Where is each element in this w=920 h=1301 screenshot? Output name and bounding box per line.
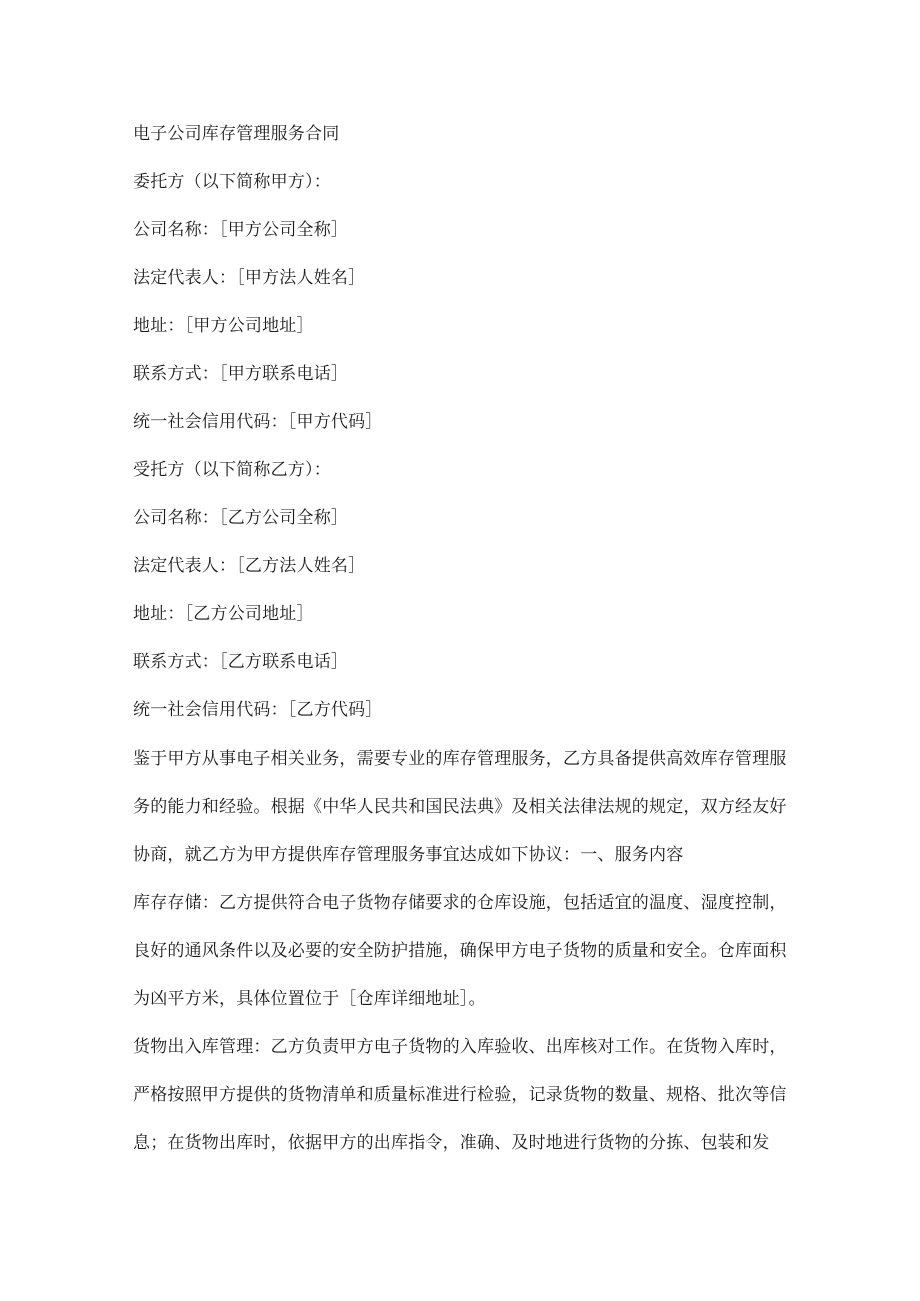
- party-b-heading: 受托方（以下简称乙方）：: [133, 460, 331, 480]
- party-a-heading: 委托方（以下简称甲方）：: [133, 172, 331, 192]
- party-a-legal-rep: 法定代表人：［甲方法人姓名］: [133, 268, 366, 288]
- storage-line: 良好的通风条件以及必要的安全防护措施，确保甲方电子货物的质量和安全。仓库面积: [133, 941, 787, 961]
- party-b-legal-rep: 法定代表人：［乙方法人姓名］: [133, 556, 366, 576]
- party-a-credit-code: 统一社会信用代码：［甲方代码］: [133, 412, 383, 432]
- party-b-contact: 联系方式：［乙方联系电话］: [133, 652, 349, 672]
- party-a-address: 地址：［甲方公司地址］: [133, 316, 314, 336]
- storage-line: 为凶平方米，具体位置位于［仓库详细地址］。: [133, 989, 486, 1009]
- party-b-credit-code: 统一社会信用代码：［乙方代码］: [133, 700, 383, 720]
- preamble-line: 鉴于甲方从事电子相关业务，需要专业的库存管理服务，乙方具备提供高效库存管理服: [133, 749, 787, 769]
- party-b-company-name: 公司名称：［乙方公司全称］: [133, 508, 349, 528]
- party-b-address: 地址：［乙方公司地址］: [133, 604, 314, 624]
- inout-line: 严格按照甲方提供的货物清单和质量标准进行检验，记录货物的数量、规格、批次等信: [133, 1085, 787, 1105]
- inout-line: 货物出入库管理：乙方负责甲方电子货物的入库验收、出库核对工作。在货物入库时，: [133, 1037, 787, 1057]
- storage-line: 库存存储：乙方提供符合电子货物存储要求的仓库设施，包括适宜的温度、湿度控制，: [133, 893, 787, 913]
- party-a-contact: 联系方式：［甲方联系电话］: [133, 364, 349, 384]
- preamble-line: 协商，就乙方为甲方提供库存管理服务事宜达成如下协议：一、服务内容: [133, 845, 684, 865]
- inout-line: 息；在货物出库时，依据甲方的出库指令，准确、及时地进行货物的分拣、包装和发: [133, 1133, 770, 1153]
- party-a-company-name: 公司名称：［甲方公司全称］: [133, 220, 349, 240]
- preamble-line: 务的能力和经验。根据《中华人民共和国民法典》及相关法律法规的规定，双方经友好: [133, 797, 787, 817]
- document-title: 电子公司库存管理服务合同: [133, 124, 340, 144]
